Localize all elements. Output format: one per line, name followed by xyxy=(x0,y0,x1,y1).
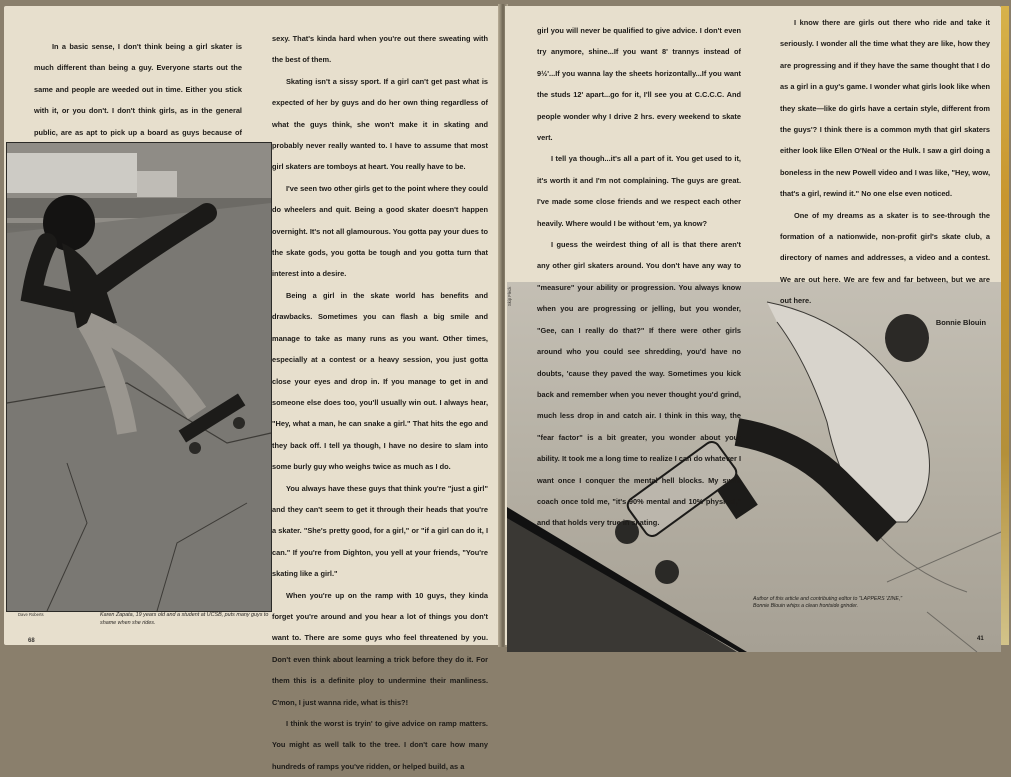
photo-caption: Author of this article and contributing editor to "LAPPERS 'ZINE," Bonnie Blouin whips a clean frontside grinder. xyxy=(753,596,903,609)
left-column-2 xyxy=(272,28,488,777)
paragraph: I tell ya though...it's all a part of it. You get used to it, it's worth it and I'm not complaining. The guys are great. I've made some close friends and we respect each other heavily. Where would I be without 'em, ya know? xyxy=(537,154,741,228)
paragraph: In a basic sense, I don't think being a girl skater is much different than being a guy. Everyone starts out the same and people are weeded out in time. Either you stick with it, or you don't. I don't think girls, as in the general public, are as apt to pick up a board as guys because of xyxy=(34,42,242,137)
paragraph: I guess the weirdest thing of all is that there aren't any other girl skaters around. You don't have any way to "measure" your ability or progression. You always know when you are progressing or jelling, but you wonder, "Gee, can I really do that?" If there were other girls around who you could see shredding, you'd have no doubts, 'cause they paved the way. Sometimes you kick back and remember when you never thought you'd grind, much less drop in and catch air. I think in this way, the "fear factor" is a bit greater, you wonder about your ability. It took me a long time to realize I can do whatever I want once I conquer the mental hell blocks. My swim coach once told me, "it's 90% mental and 10% physical," and that holds very true in skating. xyxy=(537,240,741,528)
page-number: 68 xyxy=(28,638,35,644)
skater-illustration-left xyxy=(7,143,271,611)
photo-credit: Dave Roberts xyxy=(18,612,44,617)
right-column-1 xyxy=(537,20,741,534)
skater-photo-left xyxy=(6,142,272,612)
photo-caption: Karen Zapata, 19 years old and a student at UCSB, puts many guys to shame when she rides. xyxy=(100,612,269,626)
right-page xyxy=(505,6,1001,645)
right-column-2 xyxy=(780,12,990,333)
page-number: 41 xyxy=(977,636,984,642)
paragraph: You always have these guys that think you're "just a girl" and they can't seem to get it through their heads that you're a skater. "She's pretty good, for a girl," or "if a girl can do it, I can." If you're from Dighton, you yell at your friends, "You're skating like a girl." xyxy=(272,483,488,579)
paragraph: girl you will never be qualified to give advice. I don't even try anymore, shine...If you want 8' trannys instead of 9½'...If you wanna lay the sheets horizontally...If you want the studs 12' apart...go for it, I'll see you at C.C.C.C. And people wonder why I drive 2 hrs. every weekend to skate vert. xyxy=(537,26,741,143)
left-page xyxy=(4,6,500,771)
author-signature: Bonnie Blouin xyxy=(935,317,986,327)
paragraph: I've seen two other girls get to the point where they could do wheelers and quit. Being a good skater doesn't happen overnight. It's not all glamourous. You gotta pay your dues to the skate gods, you gotta be tough and you gotta turn that interest into a desire. xyxy=(272,183,488,279)
photo-credit: Skip Fleck xyxy=(507,286,512,306)
paragraph: sexy. That's kinda hard when you're out there sweating with the best of them. xyxy=(272,34,488,65)
paragraph: When you're up on the ramp with 10 guys, they kinda forget you're around and you hear a lot of things you don't want to. There are some guys who feel threatened by you. Don't even think about learning a trick before they do it. For them this is a definite ploy to undermine their manliness. C'mon, I just wanna ride, what is this?! xyxy=(272,590,488,707)
paragraph: Skating isn't a sissy sport. If a girl can't get past what is expected of her by guys and do her own thing regardless of what the guys think, she won't make it in skating and probably never really wanted to. I have to assume that most girl skaters are tomboys at heart. You really have to be. xyxy=(272,76,488,172)
page-edge xyxy=(1001,6,1009,645)
paragraph: I think the worst is tryin' to give advice on ramp matters. You might as well talk to the tree. I don't care how many hundreds of ramps you've ridden, or helped build, as a xyxy=(272,719,488,771)
paragraph: I know there are girls out there who ride and take it seriously. I wonder all the time what they are like, how they are progressing and if they have the same thought that I do as a girl in a guy's game. I wonder what girls look like when they skate—like do girls have a certain style, different from the guys'? I think there is a common myth that girl skaters either look like Ellen O'Neal or the Hulk. I saw a girl doing a boneless in the new Powell video and I was like, "Hey, wow, that's a girl, rewind it." No one else even noticed. xyxy=(780,18,990,199)
paragraph: Being a girl in the skate world has benefits and drawbacks. Sometimes you can flash a big smile and manage to take as many runs as you want. Other times, especially at a contest or a heavy session, you just gotta close your eyes and drop in. If you manage to get in and someone else does too, you'll usually win out. I always hear, "Hey, what a man, he can snake a girl." That hits the ego and they back off. I tell ya though, I have no desire to slam into some burly guy who weighs twice as much as I do. xyxy=(272,290,488,472)
paragraph: One of my dreams as a skater is to see-through the formation of a nationwide, non-profit girl's skate club, a directory of names and addresses, a video and a contest. We are out here. We are few and far between, but we are out here. xyxy=(780,210,990,306)
